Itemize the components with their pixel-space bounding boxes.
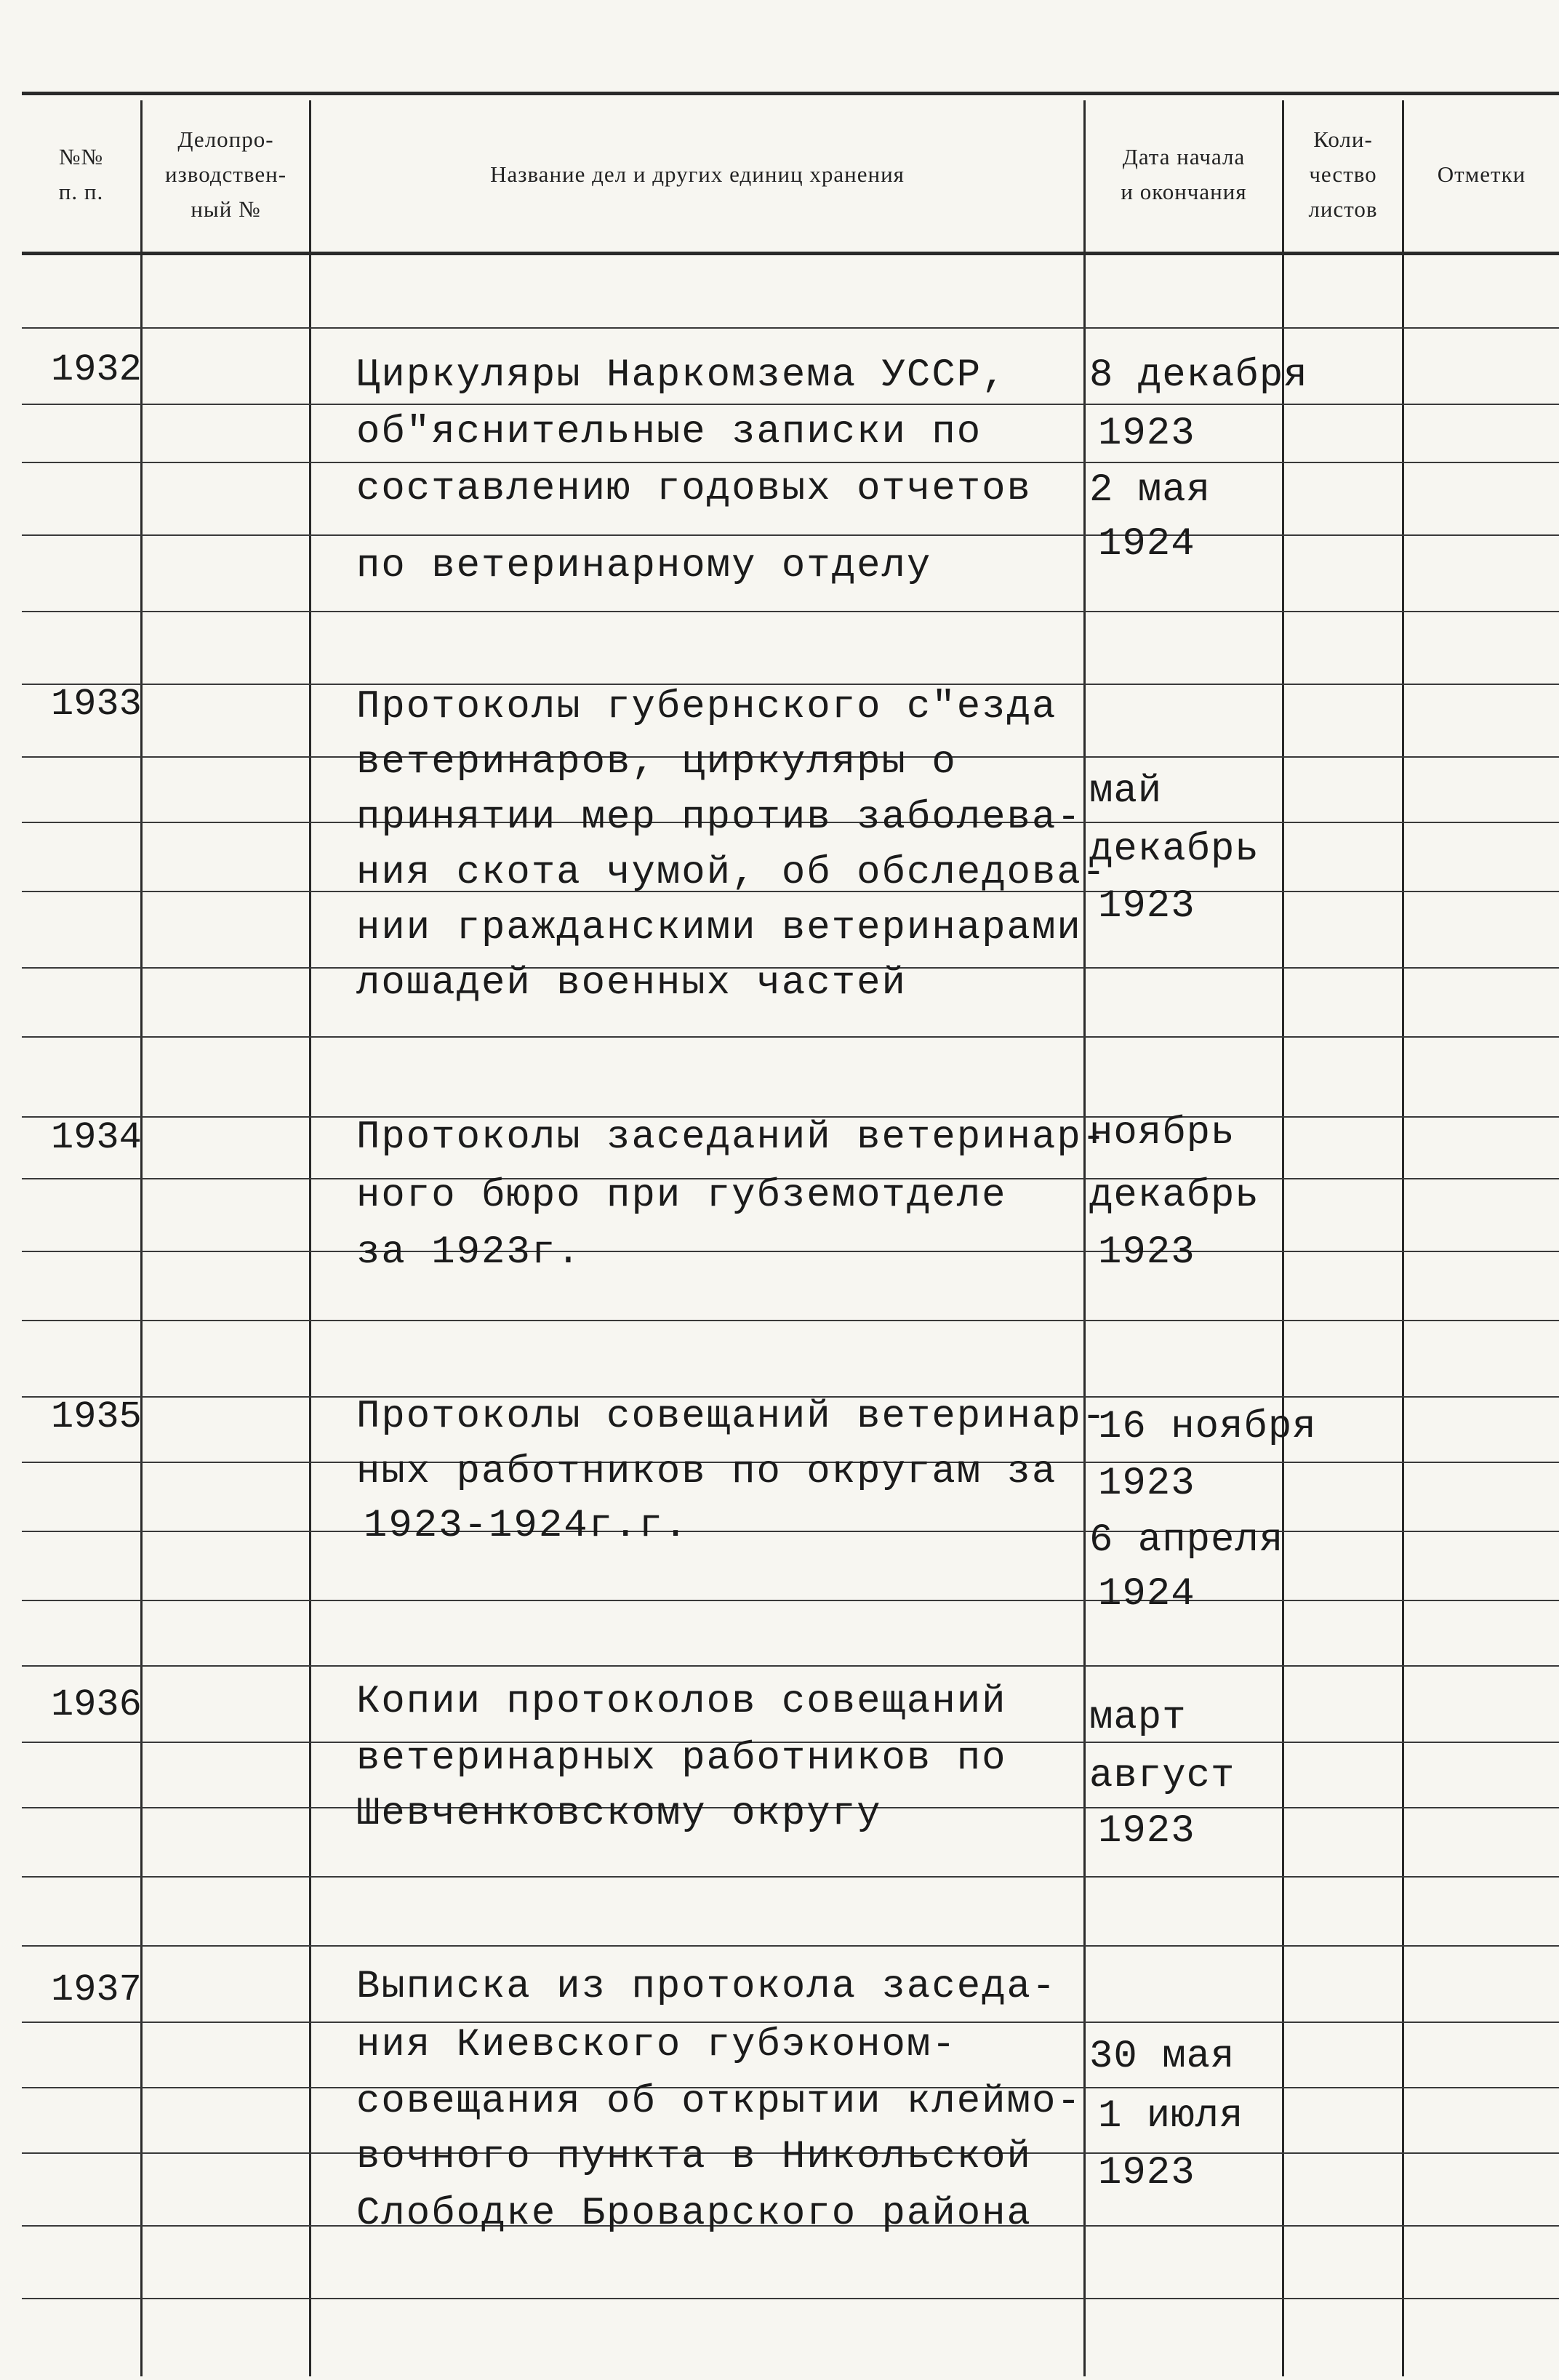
ruled-line: [22, 1320, 1559, 1321]
record-date-line: декабрь: [1089, 1174, 1259, 1218]
column-divider: [1282, 100, 1284, 2376]
record-date-line: 1924: [1098, 522, 1195, 566]
record-title-line: по ветеринарному отделу: [356, 544, 932, 588]
header-office-number-line: Делопро-: [177, 127, 274, 152]
record-date-line: 2 мая: [1089, 468, 1211, 513]
header-dates-line: и окончания: [1121, 179, 1247, 204]
header-notes-text: Отметки: [1437, 161, 1526, 187]
header-title: [311, 102, 1083, 247]
record-title-line: 1923-1924г.г.: [364, 1504, 689, 1548]
record-title-line: Слободке Броварского района: [356, 2192, 1032, 2236]
ruled-line: [22, 534, 1559, 536]
record-title-line: Шевченковскому округу: [356, 1792, 882, 1836]
record-title-line: об"яснительные записки по: [356, 410, 982, 454]
column-divider: [309, 100, 311, 2376]
record-title-line: Протоколы заседаний ветеринар-: [356, 1115, 1107, 1160]
header-number-line: №№: [58, 144, 104, 169]
ruled-line: [22, 1945, 1559, 1947]
header-office-number-line: изводствен-: [164, 161, 287, 187]
record-date-line: ноябрь: [1089, 1111, 1235, 1155]
record-title-line: составлению годовых отчетов: [356, 467, 1032, 511]
column-divider: [1083, 100, 1086, 2376]
header-bottom-border: [22, 252, 1559, 255]
table-top-border: [22, 92, 1559, 95]
header-office-number: [143, 102, 309, 247]
record-date-line: 30 мая: [1089, 2035, 1235, 2079]
header-office-number-line: ный №: [191, 196, 261, 222]
record-number: 1935: [51, 1395, 142, 1438]
record-title-line: принятии мер против заболева-: [356, 796, 1082, 840]
header-dates: [1086, 102, 1282, 247]
header-number: [22, 102, 140, 247]
ruled-line: [22, 2298, 1559, 2299]
ruled-line: [22, 1036, 1559, 1038]
record-title-line: Выписка из протокола заседа-: [356, 1965, 1057, 2009]
record-date-line: 1923: [1098, 1462, 1195, 1506]
record-title-line: Протоколы совещаний ветеринар-: [356, 1395, 1107, 1439]
record-title-line: вочного пункта в Никольской: [356, 2135, 1032, 2179]
record-title-line: за 1923г.: [356, 1230, 582, 1275]
header-sheets-line: Коли-: [1313, 127, 1373, 152]
ruled-line: [22, 1665, 1559, 1667]
record-number: 1937: [51, 1968, 142, 2011]
column-divider: [1402, 100, 1404, 2376]
record-date-line: август: [1089, 1754, 1235, 1798]
record-date-line: 1924: [1098, 1572, 1195, 1616]
record-date-line: 16 ноября: [1098, 1405, 1317, 1449]
ruled-line: [22, 1531, 1559, 1532]
record-date-line: март: [1089, 1696, 1187, 1740]
record-date-line: 1923: [1098, 412, 1195, 456]
record-date-line: декабрь: [1089, 828, 1259, 872]
ruled-line: [22, 1876, 1559, 1878]
record-date-line: 1923: [1098, 1230, 1195, 1275]
header-sheets-line: чество: [1309, 161, 1377, 187]
record-date-line: 8 декабря: [1089, 353, 1308, 398]
record-date-line: 6 апреля: [1089, 1518, 1284, 1563]
record-title-line: Протоколы губернского с"езда: [356, 685, 1057, 729]
record-number: 1936: [51, 1683, 142, 1726]
header-number-line: п. п.: [58, 179, 104, 204]
record-title-line: совещания об открытии клеймо-: [356, 2080, 1082, 2124]
ruled-line: [22, 1251, 1559, 1252]
record-number: 1933: [51, 683, 142, 726]
record-date-line: 1923: [1098, 884, 1195, 929]
record-title-line: лошадей военных частей: [356, 961, 907, 1006]
record-title-line: Копии протоколов совещаний: [356, 1680, 1007, 1724]
ruled-line: [22, 1600, 1559, 1601]
record-title-line: ветеринарных работников по: [356, 1736, 1007, 1781]
ruled-line: [22, 327, 1559, 329]
record-title-line: ния скота чумой, об обследова-: [356, 851, 1107, 895]
header-title-text: Название дел и других единиц хранения: [490, 161, 905, 187]
record-date-line: 1923: [1098, 1809, 1195, 1854]
record-title-line: ных работников по округам за: [356, 1450, 1057, 1494]
record-date-line: 1923: [1098, 2151, 1195, 2195]
record-title-line: Циркуляры Наркомзема УССР,: [356, 353, 1007, 398]
record-title-line: ного бюро при губземотделе: [356, 1174, 1007, 1218]
record-date-line: май: [1089, 769, 1163, 814]
header-sheets-line: листов: [1308, 196, 1378, 222]
record-title-line: ветеринаров, циркуляры о: [356, 740, 957, 785]
header-sheets: [1284, 102, 1402, 247]
ruled-line: [22, 611, 1559, 612]
record-date-line: 1 июля: [1098, 2094, 1244, 2139]
header-dates-line: Дата начала: [1122, 144, 1246, 169]
record-number: 1932: [51, 348, 142, 391]
column-divider: [140, 100, 143, 2376]
record-title-line: ния Киевского губэконом-: [356, 2023, 957, 2067]
record-title-line: нии гражданскими ветеринарами: [356, 906, 1082, 950]
record-number: 1934: [51, 1116, 142, 1159]
header-notes: [1404, 102, 1559, 247]
